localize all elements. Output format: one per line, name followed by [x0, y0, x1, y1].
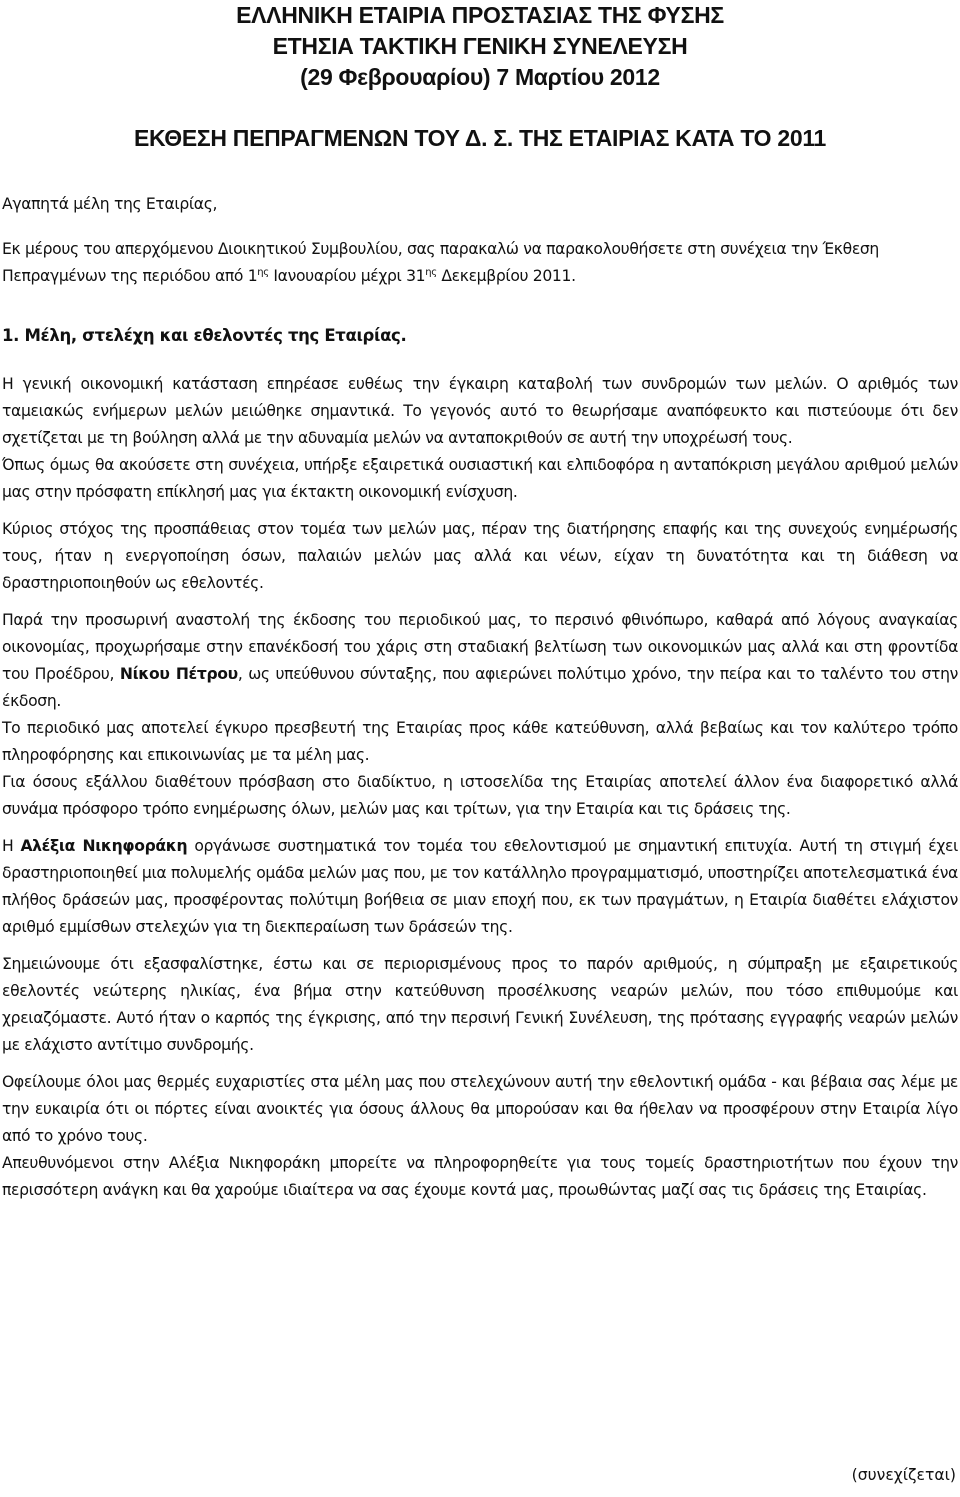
intro-text-a: Εκ μέρους του απερχόμενου Διοικητικού Συμβουλίου, σας παρακαλώ να παρακολουθήσετε στη συνέχεια την Έκθεση Πεπραγμένων της περιόδου από 1: [2, 240, 879, 285]
paragraph-young-members: Σημειώνουμε ότι εξασφαλίστηκε, έστω και σε περιορισμένους προς το παρόν αριθμούς, η σύμπραξη με εξαιρετικούς εθελοντές νεώτερης ηλικίας, ένα βήμα στην κατεύθυνση προσέλκυσης νεαρών μελών, που τόσο επιθυμούμε και χρειαζόμαστε. Αυτό ήταν ο καρπός της έγκρισης, από την περσινή Γενική Συνέλευση, της πρότασης εγγραφής νεαρών μελών με ελάχιστο αντίτιμο συνδρομής.: [2, 955, 958, 1054]
paragraph-text: , ως υπεύθυνου σύνταξης, που αφιερώνει πολύτιμο χρόνο, την πείρα και το ταλέντο του στην έκδοση.: [2, 665, 958, 710]
paragraph-magazine: [2, 607, 958, 715]
paragraph-economic-situation: Η γενική οικονομική κατάσταση επηρέασε ευθέως την έγκαιρη καταβολή των συνδρομών των μελών. Ο αριθμός των ταμειακώς ενήμερων μελών μειώθηκε σημαντικά. Το γεγονός αυτό το θεωρήσαμε αναπόφευκτο και πιστεύουμε ότι δεν σχετίζεται με τη βούληση αλλά με την αδυναμία μελών να ανταποκριθούν σε αυτή την υποχρέωσή τους.: [2, 375, 958, 447]
paragraph-magazine-role: Το περιοδικό μας αποτελεί έγκυρο πρεσβευτή της Εταιρίας προς κάθε κατεύθυνση, αλλά βεβαίως και τον καλύτερο τρόπο πληροφόρησης και επικοινωνίας με τα μέλη μας.: [2, 719, 958, 764]
paragraph-thanks: Οφείλουμε όλοι μας θερμές ευχαριστίες στα μέλη μας που στελεχώνουν αυτή την εθελοντική ομάδα - και βέβαια σας λέμε με την ευκαιρία ότι οι πόρτες είναι ανοικτές για όσους άλλους θα μπορούσαν και θα ήθελαν να προσφέρουν στην Εταιρία λίγο από το χρόνο τους.: [2, 1073, 958, 1145]
paragraph-text: Η: [2, 837, 21, 855]
paragraph-volunteer-team: [2, 833, 958, 941]
report-title: ΕΚΘΕΣΗ ΠΕΠΡΑΓΜΕΝΩΝ ΤΟΥ Δ. Σ. ΤΗΣ ΕΤΑΙΡΙΑΣ ΚΑΤΑ ΤΟ 2011: [133, 125, 827, 151]
intro-text-b: Ιανουαρίου μέχρι 31: [268, 267, 426, 285]
coordinator-name: Αλέξια Νικηφοράκη: [20, 837, 188, 855]
paragraph-contact: Απευθυνόμενοι στην Αλέξια Νικηφοράκη μπορείτε να πληροφορηθείτε για τους τομείς δραστηριοτήτων που έχουν την περισσότερη ανάγκη και θα χαρούμε ιδιαίτερα να σας έχουμε κοντά μας, προωθώντας μαζί σας τις δράσεις της Εταιρίας.: [2, 1154, 958, 1199]
organization-name: ΕΛΛΗΝΙΚΗ ΕΤΑΙΡΙΑ ΠΡΟΣΤΑΣΙΑΣ ΤΗΣ ΦΥΣΗΣ: [236, 2, 724, 28]
paragraph-volunteers-goal: Κύριος στόχος της προσπάθειας στον τομέα των μελών μας, πέραν της διατήρησης επαφής και της συνεχούς ενημέρωσής τους, ήταν η ενεργοποίηση όσων, παλαιών μελών μας αλλά και νέων, είχαν τη δυνατότητα και τη διάθεση να δραστηριοποιηθούν ως εθελοντές.: [2, 520, 958, 592]
paragraph-text: οργάνωσε συστηματικά τον τομέα του εθελοντισμού με σημαντική επιτυχία. Αυτή τη στιγμή έχει δραστηριοποιηθεί μια πολυμελής ομάδα μελών μας που, με τον κατάλληλο προγραμματισμό, υποστηρίζει αποτελεσματικά ένα πλήθος δράσεών μας, προσφέροντας πολύτιμη βοήθεια σε μιαν εποχή που, εκ των πραγμάτων, η Εταιρία διαθέτει ελάχιστον αριθμό εμμίσθων στελεχών για τη διεκπεραίωση των δράσεών της.: [2, 837, 958, 936]
paragraph-member-response: Όπως όμως θα ακούσετε στη συνέχεια, υπήρξε εξαιρετικά ουσιαστική και ελπιδοφόρα η ανταπόκριση μεγάλου αριθμού μελών μας στην πρόσφατη επίκλησή μας για έκτακτη οικονομική ενίσχυση.: [2, 456, 958, 501]
ordinal-suffix: ης: [257, 266, 269, 278]
intro-text-c: Δεκεμβρίου 2011.: [436, 267, 576, 285]
editor-name: Νίκου Πέτρου: [119, 665, 238, 683]
meeting-title: ΕΤΗΣΙΑ ΤΑΚΤΙΚΗ ΓΕΝΙΚΗ ΣΥΝΕΛΕΥΣΗ: [272, 33, 688, 59]
section-body: [2, 371, 958, 1204]
paragraph-website: Για όσους εξάλλου διαθέτουν πρόσβαση στο διαδίκτυο, η ιστοσελίδα της Εταιρίας αποτελεί άλλον ένα διαφορετικό αλλά συνάμα πρόσφορο τρόπο ενημέρωσης όλων, μελών μας και τρίτων, για την Εταιρία και τις δράσεις της.: [2, 773, 958, 818]
intro-text: [2, 236, 958, 290]
continued-note: (συνεχίζεται): [851, 1466, 956, 1484]
section-heading: 1. Μέλη, στελέχη και εθελοντές της Εταιρίας.: [2, 326, 407, 345]
ordinal-suffix: ης: [425, 266, 437, 278]
salutation: Αγαπητά μέλη της Εταιρίας,: [2, 195, 218, 213]
document-header: [0, 0, 960, 154]
paragraph-text: Παρά την προσωρινή αναστολή της έκδοσης του περιοδικού μας, το περσινό φθινόπωρο, καθαρά από λόγους αναγκαίας οικονομίας, προχωρήσαμε στην επανέκδοσή του χάρις στη σταδιακή βελτίωση των οικονομικών μας αλλά και στη φροντίδα του Προέδρου,: [2, 611, 958, 683]
intro-paragraph: [2, 236, 958, 290]
meeting-date: (29 Φεβρουαρίου) 7 Μαρτίου 2012: [300, 64, 660, 90]
